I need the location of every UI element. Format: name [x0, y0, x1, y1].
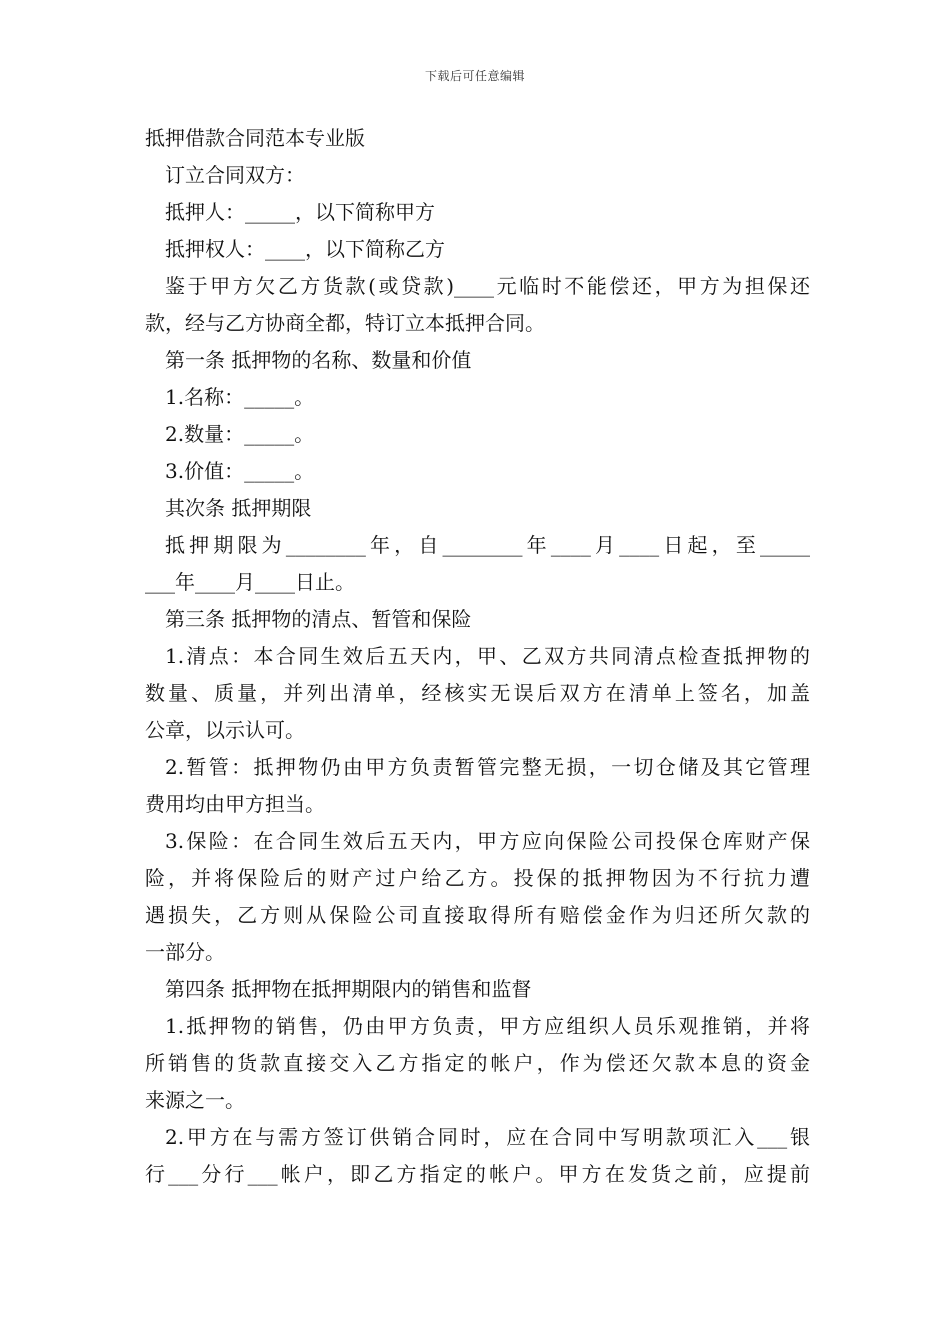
mortgagee-line: 抵押权人：____，以下简称乙方	[165, 237, 445, 261]
document-title: 抵押借款合同范本专业版	[145, 126, 365, 150]
page-header: 下载后可任意编辑	[424, 69, 525, 83]
article-heading: 其次条 抵押期限	[165, 496, 312, 520]
article-heading: 第三条 抵押物的清点、暂管和保险	[165, 607, 472, 631]
clause-line: 2.甲方在与需方签订供销合同时，应在合同中写明款项汇入___银	[165, 1125, 810, 1149]
preamble-line: 鉴于甲方欠乙方货款(或贷款)____元临时不能偿还，甲方为担保还	[165, 274, 810, 298]
article-heading: 第四条 抵押物在抵押期限内的销售和监督	[165, 977, 532, 1001]
clause-line: 1.名称：_____。	[165, 385, 315, 409]
clause-line: 险，并将保险后的财产过户给乙方。投保的抵押物因为不行抗力遭	[145, 866, 810, 890]
clause-line: 公章，以示认可。	[145, 718, 305, 742]
clause-line: 抵押期限为________年，自________年____月____日起，至_____	[165, 533, 810, 557]
clause-line: 3.价值：_____。	[165, 459, 315, 483]
clause-line: 一部分。	[145, 940, 225, 964]
clause-line: 2.数量：_____。	[165, 422, 315, 446]
preamble-line: 款，经与乙方协商全都，特订立本抵押合同。	[145, 311, 545, 335]
clause-line: 3.保险：在合同生效后五天内，甲方应向保险公司投保仓库财产保	[165, 829, 810, 853]
article-heading: 第一条 抵押物的名称、数量和价值	[165, 348, 472, 372]
clause-line: 所销售的货款直接交入乙方指定的帐户，作为偿还欠款本息的资金	[145, 1051, 810, 1075]
clause-line: 行___分行___帐户，即乙方指定的帐户。甲方在发货之前，应提前	[145, 1162, 810, 1186]
clause-line: 来源之一。	[145, 1088, 245, 1112]
clause-line: 数量、质量，并列出清单，经核实无误后双方在清单上签名，加盖	[145, 681, 810, 705]
document-body	[145, 120, 810, 1193]
mortgagor-line: 抵押人：_____，以下简称甲方	[165, 200, 435, 224]
clause-line: 1.抵押物的销售，仍由甲方负责，甲方应组织人员乐观推销，并将	[165, 1014, 810, 1038]
parties-heading: 订立合同双方：	[165, 163, 305, 187]
clause-line: 遇损失，乙方则从保险公司直接取得所有赔偿金作为归还所欠款的	[145, 903, 810, 927]
clause-line: 费用均由甲方担当。	[145, 792, 325, 816]
clause-line: 2.暂管：抵押物仍由甲方负责暂管完整无损，一切仓储及其它管理	[165, 755, 810, 779]
clause-line: 1.清点：本合同生效后五天内，甲、乙双方共同清点检查抵押物的	[165, 644, 810, 668]
clause-line: ___年____月____日止。	[145, 570, 355, 594]
